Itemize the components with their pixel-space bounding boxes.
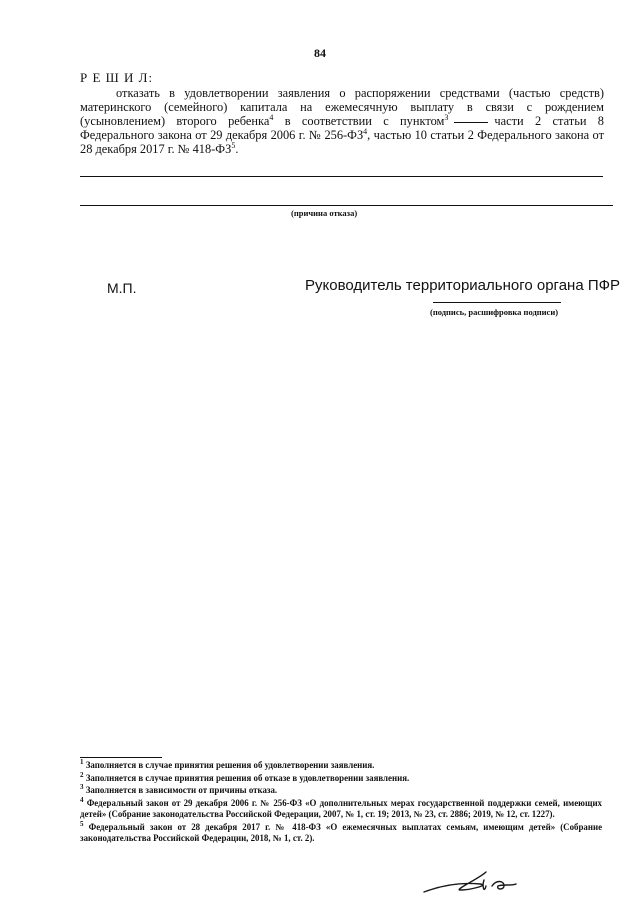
footnote-separator: [80, 757, 162, 758]
decision-heading: Р Е Ш И Л:: [80, 70, 154, 85]
page-number: 84: [314, 46, 326, 60]
footnote-1: $^1$ Заполняется в случае принятия решения об удовлетворении заявления.: [80, 758, 375, 770]
footnote-ref-5: 5: [231, 141, 236, 150]
footnotes: [80, 760, 602, 846]
footnote-5: $^5$ Федеральный закон от 28 декабря 2017 г. № 418-ФЗ «О ежемесячных выплатах семьям, имеющим детей» (Собрание законодательства Российской Федерации, 2018, № 1, ст. 2).: [80, 819, 603, 843]
footnote-3: $^3$ Заполняется в зависимости от причины отказа.: [80, 783, 278, 795]
footnote-ref-3: 3: [444, 113, 449, 122]
reason-label: (причина отказа): [291, 208, 358, 218]
head-title: Руководитель территориального органа ПФР: [305, 277, 621, 294]
handwritten-signature: [420, 860, 550, 900]
footnote-2: $^2$ Заполняется в случае принятия решения об отказе в удовлетворении заявления.: [80, 770, 410, 783]
footnote-4: $^4$ Федеральный закон от 29 декабря 2006 г. № 256-ФЗ «О дополнительных мерах государственной поддержки семей, имеющих детей» (Собрание законодательства Российской Федерации, 2007, № 1, ст. 19; 2013, № 23, ст. 2886; 2019, № 12, ст. 1227).: [80, 795, 602, 819]
decision-text-part2: в соответствии с пунктом: [273, 114, 445, 128]
reason-line-2[interactable]: [80, 205, 613, 206]
decision-text-part3: части 2 статьи 8 Федерального закона от 29 декабря 2006 г. № 256-ФЗ: [80, 114, 604, 142]
decision-text-part4: , частью 10 статьи 2 Федерального закона от 28 декабря 2017 г. № 418-ФЗ: [80, 128, 604, 156]
signature-label: (подпись, расшифровка подписи): [430, 307, 559, 317]
decision-text-part5: .: [235, 142, 239, 156]
footnote-ref-4a: 4: [269, 113, 274, 122]
reason-line-1[interactable]: [80, 176, 603, 177]
decision-text-part1: отказать в удовлетворении заявления о распоряжении средствами (частью средств) материнского (семейного) капитала на ежемесячную выплату в связи с рождением (усыновлением) второго ребенка: [80, 86, 604, 128]
paragraph-blank-field[interactable]: [454, 122, 488, 123]
stamp-place-label: М.П.: [107, 280, 137, 296]
decision-text: [80, 86, 604, 156]
footnote-ref-4b: 4: [363, 127, 368, 136]
signature-line[interactable]: [433, 302, 561, 303]
